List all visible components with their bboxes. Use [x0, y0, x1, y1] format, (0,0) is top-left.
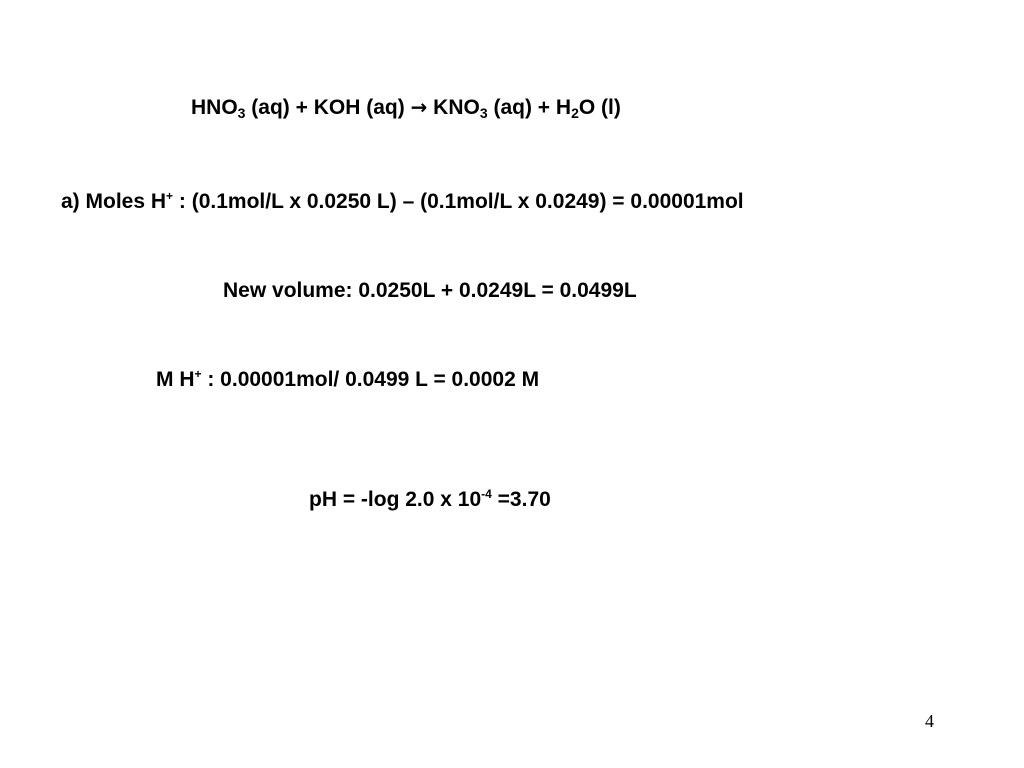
moles-h-calculation: : (0.1mol/L x 0.0250 L) – (0.1mol/L x 0.0249) = 0.00001mol: [173, 190, 744, 213]
reactant-hno3: HNO: [191, 96, 238, 119]
product-water-tail: O (l): [578, 96, 621, 119]
product-water: (aq) + H: [487, 96, 572, 119]
molarity-label: M H: [156, 368, 195, 391]
superscript: -4: [481, 487, 492, 501]
new-volume-line: [223, 280, 637, 301]
page-number: 4: [925, 711, 934, 731]
molarity-calculation: : 0.00001mol/ 0.0499 L = 0.0002 M: [201, 368, 540, 391]
moles-h-label: a) Moles H: [61, 190, 167, 213]
molarity-line: [156, 369, 539, 390]
subscript: 3: [237, 105, 246, 121]
ph-result: =3.70: [491, 488, 551, 511]
subscript: 2: [571, 105, 579, 121]
new-volume-text: New volume: 0.0250L + 0.0249L = 0.0499L: [223, 279, 637, 302]
right-arrow-icon: →: [410, 95, 428, 119]
reaction-equation: [191, 95, 621, 121]
subscript: 3: [479, 105, 488, 121]
ph-line: [309, 489, 551, 510]
superscript: +: [166, 189, 174, 203]
ph-label: pH = -log 2.0 x 10: [309, 488, 482, 511]
superscript: +: [194, 367, 202, 381]
moles-h-line: [61, 191, 744, 212]
product-kno3: KNO: [427, 96, 480, 119]
reactant-koh: (aq) + KOH (aq): [245, 96, 411, 119]
